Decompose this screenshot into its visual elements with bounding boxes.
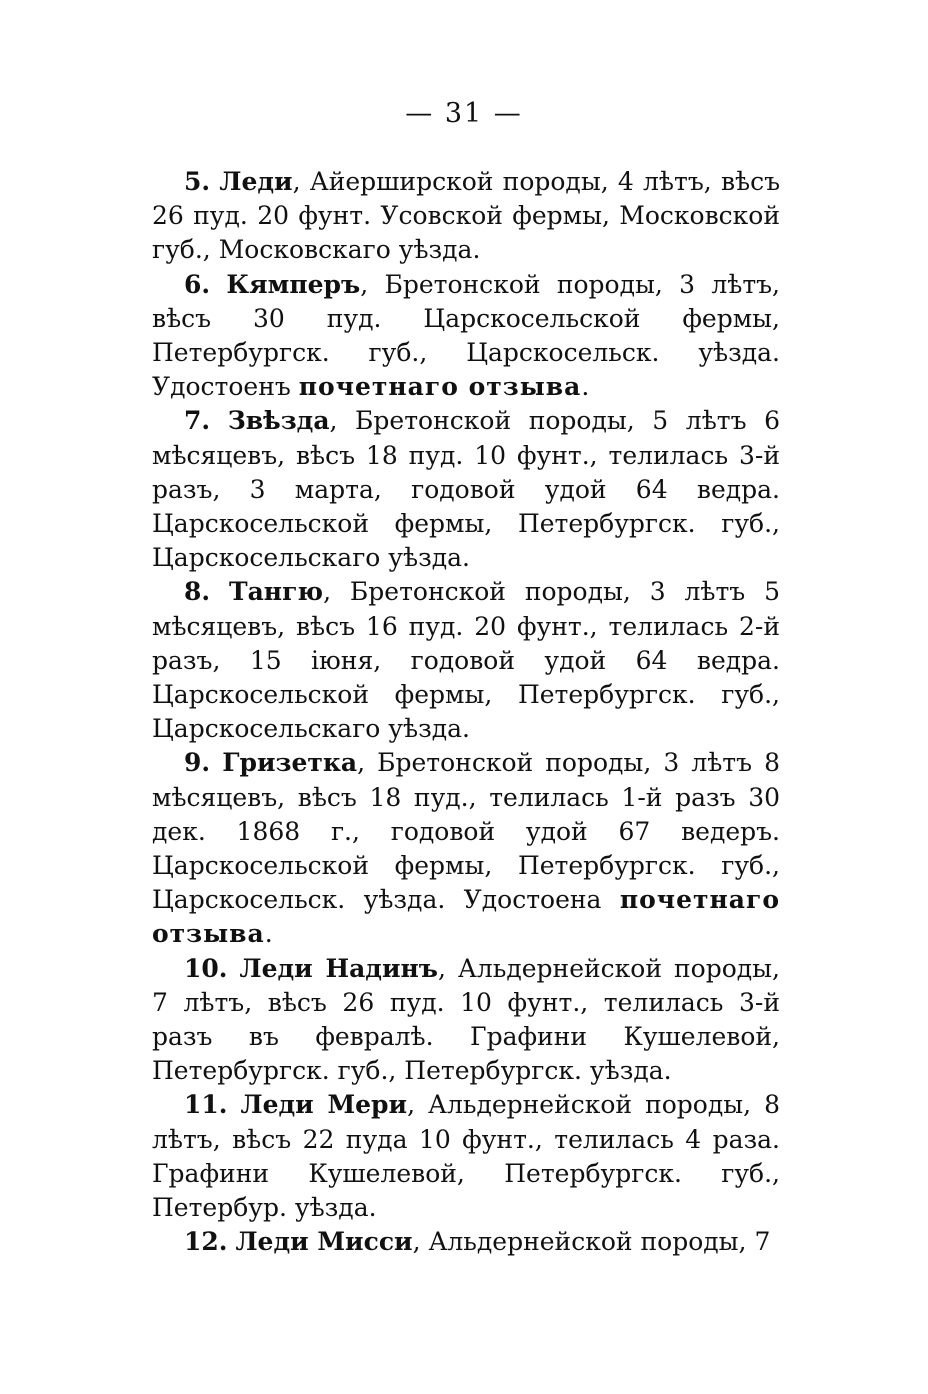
entry-text: , Бретонской породы, 3 лѣтъ, вѣсъ 30 пуд. Царскосельской фермы, Петербургск. губ., Царскосельск. уѣзда. Удостоенъ: [152, 269, 780, 402]
entry-text: , Бретонской породы, 3 лѣтъ 8 мѣсяцевъ, вѣсъ 18 пуд., телилась 1-й разъ 30 дек. 1868 г., годовой удой 67 ведеръ. Царскосельской фермы, Петербургск. губ., Царскосельск. уѣзда. Удостоена: [152, 748, 781, 915]
entry-name: Леди Надинъ: [239, 953, 438, 983]
entry-text: , Бретонской породы, 5 лѣтъ 6 мѣсяцевъ, вѣсъ 18 пуд. 10 фунт., телилась 3-й разъ, 3 марта, годовой удой 64 ведра. Царскосельской фермы, Петербургск. губ., Царскосельскаго уѣзда.: [152, 406, 781, 573]
entry-name: Тангю: [229, 577, 324, 607]
entry-name: Звѣзда: [227, 406, 330, 436]
entry-text: , Альдернейской породы, 7 лѣтъ, вѣсъ 26 пуд. 10 фунт., телилась 3-й разъ въ февралѣ. Графини Кушелевой, Петербургск. губ., Петербургск. уѣзда.: [152, 953, 780, 1086]
entry-number: 11.: [184, 1090, 228, 1120]
entry-number: 12.: [184, 1227, 228, 1257]
entry-number: 10.: [184, 953, 228, 983]
entry-name: Леди Мисси: [235, 1227, 413, 1257]
entry-text: , Альдернейской породы, 7: [412, 1227, 771, 1257]
entry-9: [152, 746, 780, 951]
entry-name: Гризетка: [222, 748, 358, 778]
page-number: — 31 —: [405, 98, 523, 129]
entry-honor: почетнаго отзыва: [152, 885, 780, 949]
entry-after: .: [581, 372, 590, 402]
entry-6: [152, 268, 780, 405]
entry-8: [152, 575, 780, 746]
entry-5: [152, 165, 780, 268]
entry-name: Кямперъ: [226, 269, 361, 299]
entry-number: 7.: [184, 406, 211, 436]
entry-number: 9.: [184, 748, 211, 778]
entry-11: [152, 1088, 780, 1225]
entry-7: [152, 404, 780, 575]
entry-name: Леди: [219, 167, 293, 196]
entry-number: 8.: [184, 577, 211, 607]
entry-text: , Бретонской породы, 3 лѣтъ 5 мѣсяцевъ, вѣсъ 16 пуд. 20 фунт., телилась 2-й разъ, 15 іюня, годовой удой 64 ведра. Царскосельской фермы, Петербургск. губ., Царскосельскаго уѣзда.: [152, 577, 780, 744]
entry-12: [152, 1225, 780, 1259]
entry-text: , Айерширской породы, 4 лѣтъ, вѣсъ 26 пуд. 20 фунт. Усовской фермы, Московской губ., Московскаго уѣзда.: [152, 167, 780, 265]
entry-after: .: [264, 919, 273, 949]
entry-name: Леди Мери: [240, 1090, 408, 1120]
entry-10: [152, 952, 780, 1089]
entry-number: 6.: [184, 269, 211, 299]
entry-text: , Альдернейской породы, 8 лѣтъ, вѣсъ 22 пуда 10 фунт., телилась 4 раза. Графини Кушелевой, Петербургск. губ., Петербур. уѣзда.: [152, 1090, 780, 1223]
entry-number: 5.: [184, 167, 211, 196]
entry-honor: почетнаго отзыва: [298, 372, 582, 402]
page-body: [152, 165, 780, 1260]
